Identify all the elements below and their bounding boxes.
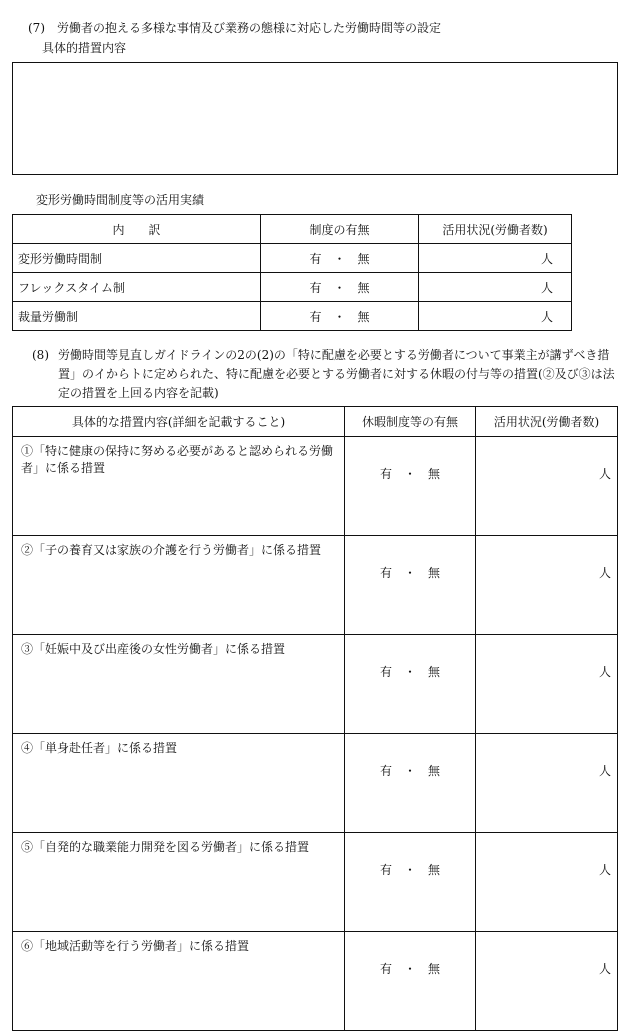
header-usage: 活用状況(労働者数) (419, 215, 572, 244)
table-header-row (13, 215, 572, 244)
leave-choice[interactable]: 有 ・ 無 (345, 833, 476, 932)
table-header-row (13, 407, 618, 437)
header-system: 制度の有無 (261, 215, 419, 244)
system-choice[interactable]: 有 ・ 無 (261, 244, 419, 273)
leave-choice[interactable]: 有 ・ 無 (345, 437, 476, 536)
measure-label: ③「妊娠中及び出産後の女性労働者」に係る措置 (13, 635, 345, 734)
leave-choice[interactable]: 有 ・ 無 (345, 635, 476, 734)
section7-heading: (7) 労働者の抱える多様な事情及び業務の態様に対応した労働時間等の設定 (28, 21, 442, 35)
header-usage: 活用状況(労働者数) (476, 407, 618, 437)
usage-count-field[interactable]: 人 (476, 437, 618, 536)
transform-table (12, 214, 572, 331)
header-leave-system: 休暇制度等の有無 (345, 407, 476, 437)
usage-count-field[interactable]: 人 (419, 273, 572, 302)
usage-count-field[interactable]: 人 (419, 244, 572, 273)
table-row (13, 932, 618, 1031)
header-measures: 具体的な措置内容(詳細を記載すること) (13, 407, 345, 437)
table-row (13, 437, 618, 536)
row-label: 裁量労働制 (13, 302, 261, 331)
usage-count-field[interactable]: 人 (476, 833, 618, 932)
usage-count-field[interactable]: 人 (476, 536, 618, 635)
transform-title: 変形労働時間制度等の活用実績 (36, 193, 205, 207)
measure-label: ④「単身赴任者」に係る措置 (13, 734, 345, 833)
table-row (13, 244, 572, 273)
table-row (13, 536, 618, 635)
table-row (13, 302, 572, 331)
leave-choice[interactable]: 有 ・ 無 (345, 932, 476, 1031)
table-row (13, 734, 618, 833)
section7-subheading: 具体的措置内容 (42, 41, 127, 55)
row-label: フレックスタイム制 (13, 273, 261, 302)
usage-count-field[interactable]: 人 (476, 734, 618, 833)
measure-label: ②「子の養育又は家族の介護を行う労働者」に係る措置 (13, 536, 345, 635)
measures-table (12, 406, 618, 1031)
section8-number: (8) (32, 348, 49, 362)
usage-count-field[interactable]: 人 (476, 635, 618, 734)
measure-label: ⑤「自発的な職業能力開発を図る労働者」に係る措置 (13, 833, 345, 932)
section8-heading (32, 346, 622, 403)
section8-text: 労働時間等見直しガイドラインの2の(2)の「特に配慮を必要とする労働者について事業主が講ずべき措置」のイからトに定められた、特に配慮を必要とする労働者に対する休暇の付与等の措置(②及び③は法定の措置を上回る内容を記載) (58, 348, 615, 400)
table-row (13, 635, 618, 734)
section7-content-box[interactable] (12, 62, 618, 175)
header-breakdown: 内 訳 (13, 215, 261, 244)
row-label: 変形労働時間制 (13, 244, 261, 273)
measure-label: ⑥「地域活動等を行う労働者」に係る措置 (13, 932, 345, 1031)
measure-label: ①「特に健康の保持に努める必要があると認められる労働者」に係る措置 (13, 437, 345, 536)
table-row (13, 833, 618, 932)
leave-choice[interactable]: 有 ・ 無 (345, 734, 476, 833)
usage-count-field[interactable]: 人 (476, 932, 618, 1031)
system-choice[interactable]: 有 ・ 無 (261, 273, 419, 302)
leave-choice[interactable]: 有 ・ 無 (345, 536, 476, 635)
table-row (13, 273, 572, 302)
usage-count-field[interactable]: 人 (419, 302, 572, 331)
system-choice[interactable]: 有 ・ 無 (261, 302, 419, 331)
